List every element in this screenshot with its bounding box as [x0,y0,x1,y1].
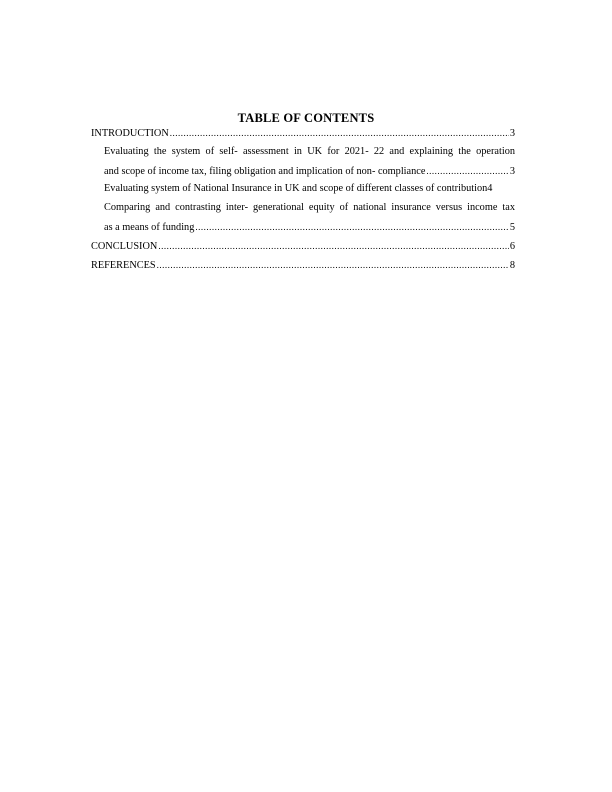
toc-entry-text: Comparing and contrasting inter- generational equity of national insurance versus income tax [104,202,515,214]
toc-entry-national-insurance[interactable] [91,180,515,199]
toc-page-number: 6 [509,240,515,252]
toc-entry-conclusion[interactable] [91,237,515,256]
toc-entry-text: REFERENCES [91,259,156,271]
toc-entry-intergenerational-equity-line1[interactable] [91,199,515,218]
toc-leader-dots [170,124,509,143]
toc-leader-dots [157,256,509,275]
toc-entry-text: INTRODUCTION [91,128,169,139]
toc-page-number: 3 [509,165,515,177]
toc-entry-text: Evaluating system of National Insurance in UK and scope of different classes of contribution [104,183,488,195]
toc-page-number: 3 [509,128,515,139]
table-of-contents [91,124,515,274]
toc-entry-self-assessment-line2[interactable] [91,162,515,181]
toc-entry-self-assessment-line1[interactable] [91,143,515,162]
toc-entry-intergenerational-equity-line2[interactable] [91,218,515,237]
toc-page-number: 8 [509,259,515,271]
toc-entry-text: and scope of income tax, filing obligation and implication of non- compliance [104,165,426,177]
toc-leader-dots [195,218,508,237]
toc-entry-introduction[interactable] [91,124,515,143]
toc-page-number: 5 [509,221,515,233]
toc-entry-references[interactable] [91,256,515,275]
toc-page-number: 4 [487,183,493,195]
toc-entry-text: CONCLUSION [91,240,158,252]
toc-leader-dots [158,237,508,256]
toc-title: TABLE OF CONTENTS [237,111,375,125]
toc-entry-text: as a means of funding [104,221,195,233]
toc-leader-dots [426,162,508,181]
toc-entry-text: Evaluating the system of self- assessment in UK for 2021- 22 and explaining the operation [104,145,515,157]
